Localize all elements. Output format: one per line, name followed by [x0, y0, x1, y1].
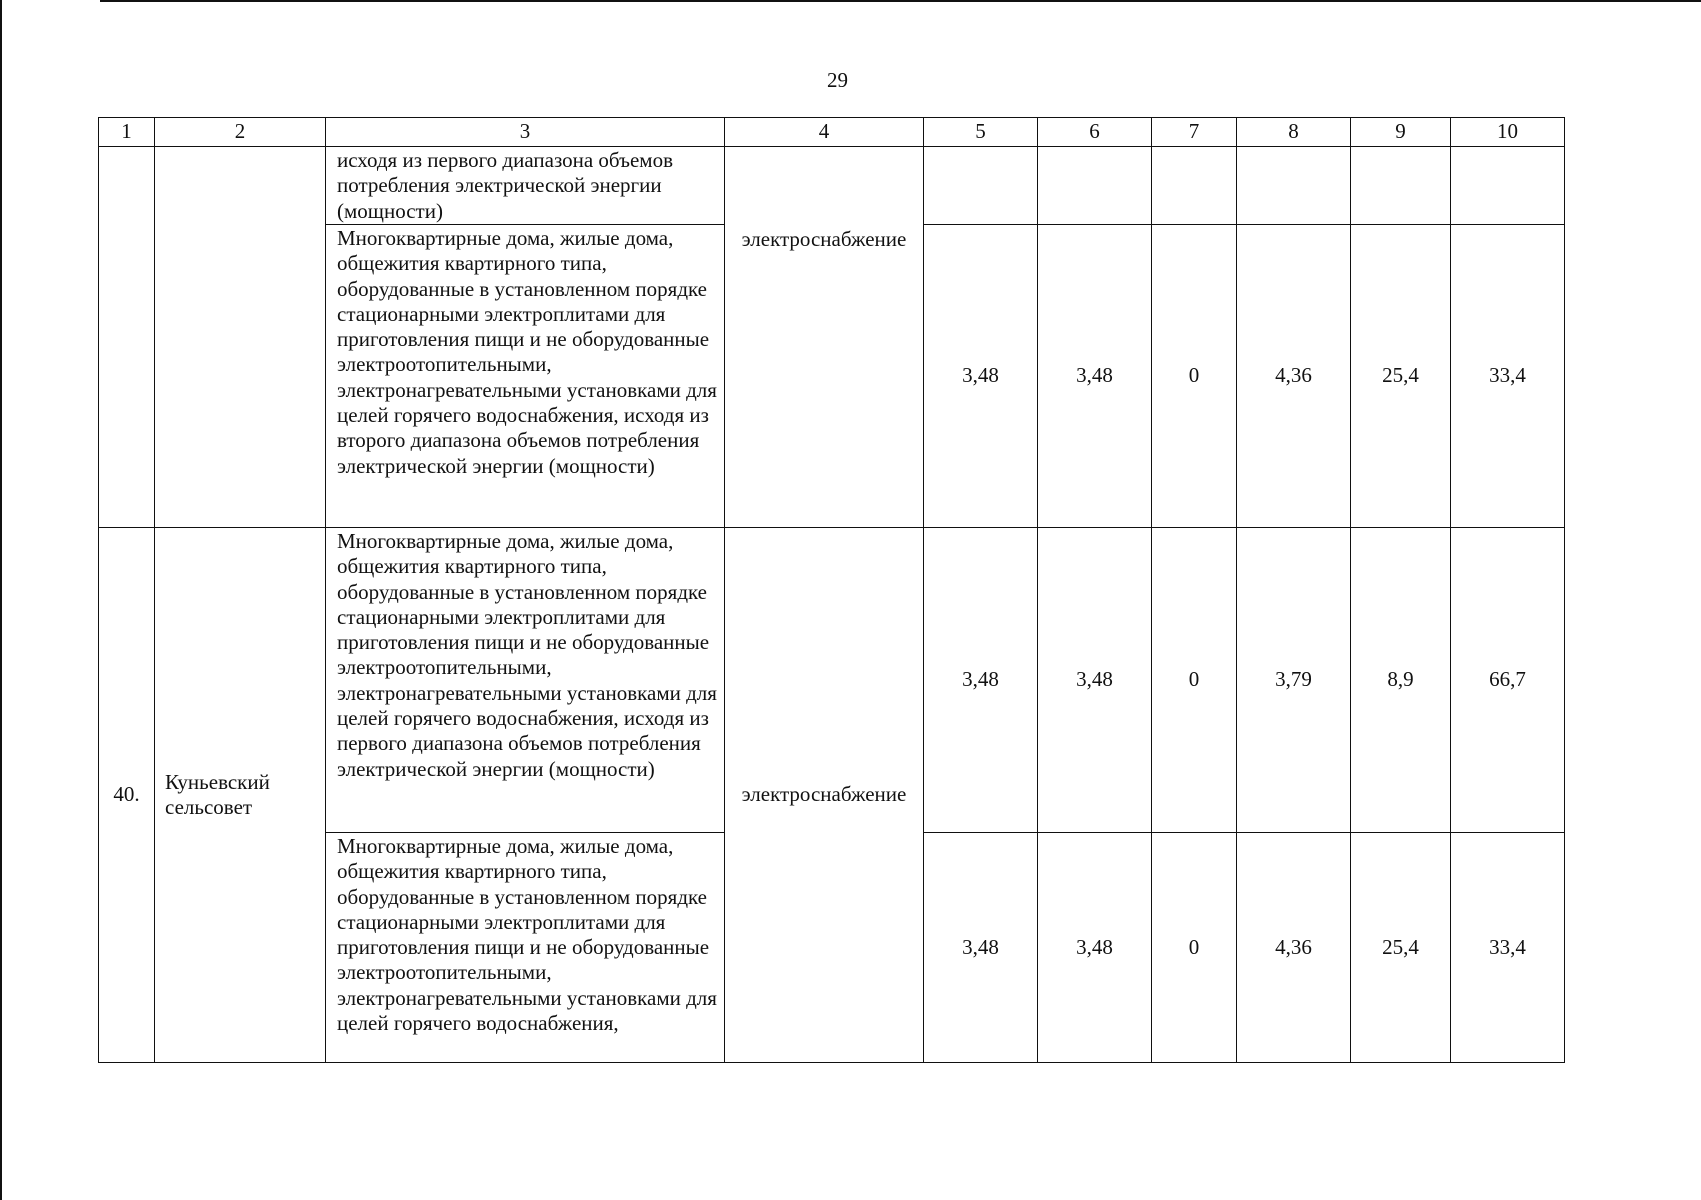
category-description: Многоквартирные дома, жилые дома, общежития квартирного типа, оборудованные в установленном порядке стационарными электроплитами для приготовления пищи и не оборудованные электроотопительными, электронагревательными установками для целей горячего водоснабжения, исходя из второго диапазона объемов потребления электрической энергии (мощности)	[326, 225, 725, 528]
value-cell-6: 3,48	[1038, 528, 1152, 833]
value-cell-10: 66,7	[1451, 528, 1565, 833]
value-cell-10: 33,4	[1451, 833, 1565, 1063]
value-cell-7: 0	[1152, 528, 1237, 833]
column-header: 6	[1038, 118, 1152, 147]
column-header: 4	[725, 118, 924, 147]
row-number-cell: 40.	[99, 528, 155, 1063]
settlement-cell: Куньевский сельсовет	[155, 528, 326, 1063]
value-cell-6: 3,48	[1038, 833, 1152, 1063]
scan-edge-top	[100, 0, 1701, 2]
column-header: 3	[326, 118, 725, 147]
column-header: 10	[1451, 118, 1565, 147]
column-number-header	[99, 118, 1565, 147]
settlement-cell	[155, 147, 326, 528]
value-cell-9	[1351, 147, 1451, 225]
value-cell-8: 3,79	[1237, 528, 1351, 833]
value-cell-7: 0	[1152, 225, 1237, 528]
category-description: Многоквартирные дома, жилые дома, общежития квартирного типа, оборудованные в установленном порядке стационарными электроплитами для приготовления пищи и не оборудованные электроотопительными, электронагревательными установками для целей горячего водоснабжения,	[326, 833, 725, 1063]
value-cell-9: 8,9	[1351, 528, 1451, 833]
table-row	[99, 147, 1565, 225]
value-cell-8	[1237, 147, 1351, 225]
value-cell-7: 0	[1152, 833, 1237, 1063]
value-cell-8: 4,36	[1237, 833, 1351, 1063]
row-number-cell	[99, 147, 155, 528]
value-cell-5: 3,48	[924, 528, 1038, 833]
page-number: 29	[827, 68, 848, 92]
column-header: 7	[1152, 118, 1237, 147]
column-header: 2	[155, 118, 326, 147]
service-type-cell: электроснабжение	[725, 147, 924, 528]
column-header: 8	[1237, 118, 1351, 147]
value-cell-9: 25,4	[1351, 833, 1451, 1063]
value-cell-10: 33,4	[1451, 225, 1565, 528]
category-description: исходя из первого диапазона объемов потребления электрической энергии (мощности)	[326, 147, 725, 225]
value-cell-5	[924, 147, 1038, 225]
column-header: 1	[99, 118, 155, 147]
service-type-cell: электроснабжение	[725, 528, 924, 1063]
value-cell-7	[1152, 147, 1237, 225]
value-cell-10	[1451, 147, 1565, 225]
value-cell-5: 3,48	[924, 833, 1038, 1063]
tariff-table	[98, 117, 1565, 1063]
table-row	[99, 528, 1565, 833]
value-cell-6	[1038, 147, 1152, 225]
value-cell-9: 25,4	[1351, 225, 1451, 528]
value-cell-5: 3,48	[924, 225, 1038, 528]
value-cell-6: 3,48	[1038, 225, 1152, 528]
column-header: 5	[924, 118, 1038, 147]
column-header: 9	[1351, 118, 1451, 147]
category-description: Многоквартирные дома, жилые дома, общежития квартирного типа, оборудованные в установленном порядке стационарными электроплитами для приготовления пищи и не оборудованные электроотопительными, электронагревательными установками для целей горячего водоснабжения, исходя из первого диапазона объемов потребления электрической энергии (мощности)	[326, 528, 725, 833]
value-cell-8: 4,36	[1237, 225, 1351, 528]
scan-edge-left	[0, 0, 2, 1200]
